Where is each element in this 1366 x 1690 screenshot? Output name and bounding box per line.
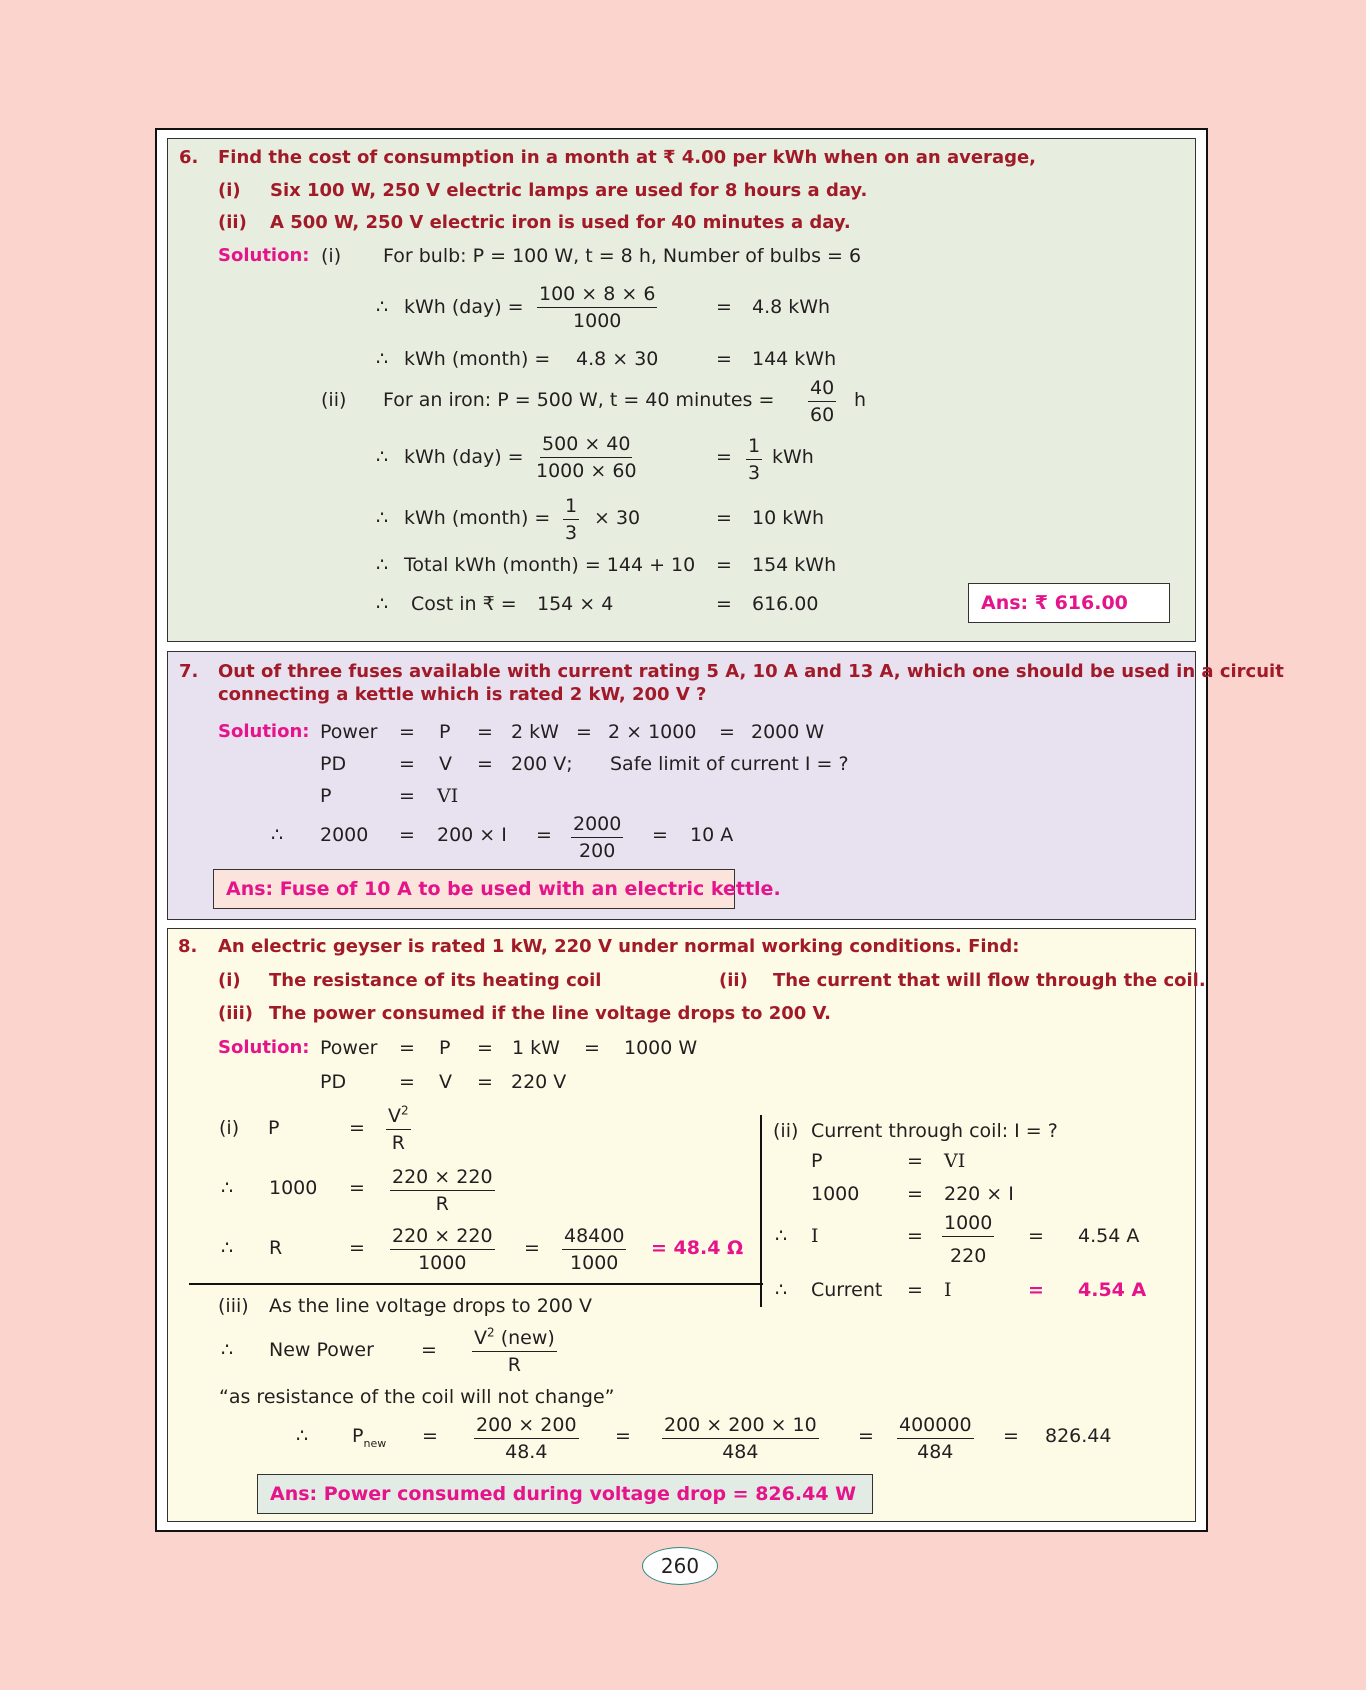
q8-current-answer: 4.54 A bbox=[1078, 1279, 1147, 1301]
subscript-new: new bbox=[363, 1436, 387, 1450]
q7-answer-box: Ans: Fuse of 10 A to be used with an electric kettle. bbox=[213, 869, 735, 909]
equals-sign: = bbox=[399, 824, 415, 846]
equals-sign: = bbox=[716, 446, 732, 468]
fraction-denominator: 200 bbox=[579, 840, 616, 862]
equals-sign: = bbox=[349, 1177, 365, 1199]
new-label: (new) bbox=[500, 1327, 555, 1349]
exponent: 2 bbox=[401, 1103, 409, 1118]
q8-current-label: Current bbox=[811, 1279, 883, 1301]
q7-text-line2: connecting a kettle which is rated 2 kW, 200 V ? bbox=[218, 684, 707, 705]
q8-i-text: The resistance of its heating coil bbox=[269, 970, 602, 991]
q6-cost-label: Cost in ₹ = bbox=[411, 593, 517, 615]
q8-220xi: 220 × I bbox=[944, 1183, 1014, 1205]
q6-text: Find the cost of consumption in a month at ₹ 4.00 per kWh when on an average, bbox=[218, 147, 1037, 168]
divider-horizontal bbox=[189, 1283, 763, 1285]
q8-220v: 220 V bbox=[511, 1071, 567, 1093]
equals-sign: = bbox=[584, 1037, 600, 1059]
q6-bulb-line: For bulb: P = 100 W, t = 8 h, Number of bulbs = 6 bbox=[383, 245, 862, 267]
fraction-numerator: 1 bbox=[563, 495, 579, 520]
q8-r: R bbox=[269, 1237, 283, 1259]
q8-part-i-p: P bbox=[268, 1117, 280, 1139]
fraction-numerator: 40 bbox=[808, 377, 836, 402]
q8-part-ii-p: P bbox=[811, 1150, 823, 1172]
q8-pd-label: PD bbox=[320, 1071, 347, 1093]
equals-sign: = bbox=[576, 721, 592, 743]
q6-ii-text: A 500 W, 250 V electric iron is used for 40 minutes a day. bbox=[270, 212, 851, 233]
fraction-denominator: 1000 bbox=[570, 1252, 619, 1274]
q8-power-label: Power bbox=[320, 1037, 378, 1059]
fraction-denominator: 1000 bbox=[573, 310, 622, 332]
fraction-numerator: 100 × 8 × 6 bbox=[537, 283, 657, 308]
fraction-denominator: R bbox=[391, 1132, 405, 1154]
q6-time-fraction bbox=[808, 377, 836, 426]
therefore-symbol: ∴ bbox=[221, 1177, 234, 1199]
q6-iron-month-fraction bbox=[563, 495, 579, 544]
q6-kwh-month-label: kWh (month) = bbox=[404, 348, 551, 370]
q6-iron-month-label: kWh (month) = bbox=[404, 507, 551, 529]
v-symbol: V bbox=[474, 1327, 487, 1349]
q6-iron-month-mul: × 30 bbox=[594, 507, 641, 529]
q6-iron-line: For an iron: P = 500 W, t = 40 minutes = bbox=[383, 389, 775, 411]
therefore-symbol: ∴ bbox=[376, 348, 389, 370]
equals-sign: = bbox=[399, 1037, 415, 1059]
equals-sign: = bbox=[907, 1183, 923, 1205]
equals-sign: = bbox=[421, 1339, 437, 1361]
q6-kwh-day-result: 4.8 kWh bbox=[752, 296, 831, 318]
q8-part-ii-label: (ii) bbox=[773, 1120, 799, 1142]
q7-text-line1: Out of three fuses available with current rating 5 A, 10 A and 13 A, which one should be used in a circuit bbox=[218, 661, 1284, 682]
equals-sign: = bbox=[907, 1150, 923, 1172]
exponent: 2 bbox=[487, 1325, 495, 1340]
therefore-symbol: ∴ bbox=[775, 1225, 788, 1247]
equals-sign: = bbox=[477, 1037, 493, 1059]
equals-sign: = bbox=[399, 753, 415, 775]
equals-sign: = bbox=[1003, 1425, 1019, 1447]
therefore-symbol: ∴ bbox=[376, 554, 389, 576]
fraction-numerator bbox=[472, 1327, 557, 1352]
q8-solution-label: Solution: bbox=[218, 1037, 310, 1058]
q8-number: 8. bbox=[178, 936, 198, 957]
equals-sign: = bbox=[349, 1117, 365, 1139]
therefore-symbol: ∴ bbox=[376, 446, 389, 468]
q8-frac-1 bbox=[474, 1414, 579, 1463]
q8-ii-text: The current that will flow through the coil. bbox=[773, 970, 1206, 991]
q6-total-line: Total kWh (month) = 144 + 10 bbox=[404, 554, 696, 576]
q8-48400-over-1000 bbox=[562, 1225, 626, 1274]
equals-sign: = bbox=[716, 296, 732, 318]
fraction-denominator: 1000 × 60 bbox=[536, 460, 637, 482]
q6-solution-label: Solution: bbox=[218, 245, 310, 266]
q8-i-label: (i) bbox=[218, 970, 241, 991]
fraction-numerator: 2000 bbox=[571, 813, 623, 838]
equals-sign: = bbox=[716, 593, 732, 615]
q6-iron-month-result: 10 kWh bbox=[752, 507, 825, 529]
q6-iron-day-label: kWh (day) = bbox=[404, 446, 524, 468]
fraction-numerator: 500 × 40 bbox=[540, 433, 632, 458]
q8-current-question: Current through coil: I = ? bbox=[811, 1120, 1058, 1142]
fraction-denominator: 48.4 bbox=[505, 1441, 548, 1463]
q8-frac-3 bbox=[897, 1414, 974, 1463]
fraction-denominator: 3 bbox=[748, 462, 761, 484]
equals-sign: = bbox=[615, 1425, 631, 1447]
q8-quote: “as resistance of the coil will not change” bbox=[219, 1386, 615, 1408]
therefore-symbol: ∴ bbox=[376, 507, 389, 529]
fraction-denominator: R bbox=[435, 1193, 449, 1215]
q6-sol-i: (i) bbox=[321, 245, 342, 267]
equals-sign: = bbox=[1028, 1225, 1044, 1247]
therefore-symbol: ∴ bbox=[376, 593, 389, 615]
equals-sign: = bbox=[524, 1237, 540, 1259]
fraction-denominator: R bbox=[507, 1354, 521, 1376]
equals-sign: = bbox=[652, 824, 668, 846]
equals-sign: = bbox=[907, 1279, 923, 1301]
divider-vertical bbox=[760, 1115, 762, 1307]
fraction-numerator: 220 × 220 bbox=[390, 1166, 495, 1191]
equals-sign: = bbox=[716, 554, 732, 576]
equals-sign: = bbox=[716, 348, 732, 370]
q8-p: P bbox=[439, 1037, 451, 1059]
q8-v: V bbox=[439, 1071, 452, 1093]
therefore-symbol: ∴ bbox=[221, 1339, 234, 1361]
q8-answer-box: Ans: Power consumed during voltage drop = 826.44 W bbox=[257, 1474, 873, 1514]
therefore-symbol: ∴ bbox=[296, 1425, 309, 1447]
q8-text: An electric geyser is rated 1 kW, 220 V under normal working conditions. Find: bbox=[218, 936, 1020, 957]
q6-number: 6. bbox=[179, 147, 199, 168]
fraction-denominator: 60 bbox=[810, 404, 835, 426]
equals-sign: = bbox=[422, 1425, 438, 1447]
q8-resistance-answer: = 48.4 Ω bbox=[651, 1237, 744, 1259]
equals-sign: = bbox=[349, 1237, 365, 1259]
q8-vi: VI bbox=[944, 1150, 966, 1172]
q8-i-var: I bbox=[944, 1279, 952, 1301]
q7-2kw: 2 kW bbox=[511, 721, 559, 743]
equals-sign: = bbox=[477, 753, 493, 775]
fraction-denominator: 484 bbox=[722, 1441, 759, 1463]
q6-sol-ii: (ii) bbox=[321, 389, 347, 411]
equals-sign: = bbox=[716, 507, 732, 529]
q6-kwh-day-fraction bbox=[537, 283, 657, 332]
q8-220sq-over-1000 bbox=[390, 1225, 495, 1274]
q7-vi: VI bbox=[437, 785, 459, 807]
q8-1kw: 1 kW bbox=[512, 1037, 560, 1059]
q6-i-text: Six 100 W, 250 V electric lamps are used for 8 hours a day. bbox=[270, 180, 868, 201]
fraction-denominator: 484 bbox=[917, 1441, 954, 1463]
fraction-numerator: 400000 bbox=[897, 1414, 974, 1439]
q8-iii-label: (iii) bbox=[218, 1003, 253, 1024]
fraction-denominator: 1000 bbox=[418, 1252, 467, 1274]
q7-pd-label: PD bbox=[320, 753, 347, 775]
equals-sign: = bbox=[858, 1425, 874, 1447]
page-number: 260 bbox=[642, 1547, 718, 1585]
q6-cost-result: 616.00 bbox=[752, 593, 819, 615]
therefore-symbol: ∴ bbox=[775, 1279, 788, 1301]
therefore-symbol: ∴ bbox=[221, 1237, 234, 1259]
therefore-symbol: ∴ bbox=[271, 824, 284, 846]
q6-iron-day-result-fraction bbox=[746, 435, 762, 484]
q8-iii-text: The power consumed if the line voltage drops to 200 V. bbox=[269, 1003, 831, 1024]
q7-number: 7. bbox=[179, 661, 199, 682]
equals-sign: = bbox=[907, 1225, 923, 1247]
fraction-numerator bbox=[386, 1105, 411, 1130]
equals-sign: = bbox=[536, 824, 552, 846]
equals-sign: = bbox=[399, 721, 415, 743]
q6-kwh-month-result: 144 kWh bbox=[752, 348, 837, 370]
p-symbol: P bbox=[352, 1425, 364, 1447]
q7-p: P bbox=[439, 721, 451, 743]
q7-current-fraction bbox=[571, 813, 623, 862]
q8-drop-text: As the line voltage drops to 200 V bbox=[269, 1295, 593, 1317]
therefore-symbol: ∴ bbox=[376, 296, 389, 318]
q6-total-result: 154 kWh bbox=[752, 554, 837, 576]
q8-frac-2 bbox=[662, 1414, 819, 1463]
fraction-numerator: 1 bbox=[746, 435, 762, 460]
fraction-numerator: 200 × 200 × 10 bbox=[662, 1414, 819, 1439]
equals-sign: = bbox=[399, 1071, 415, 1093]
q7-p2: P bbox=[320, 785, 332, 807]
q6-cost-expr: 154 × 4 bbox=[537, 593, 614, 615]
equals-sign: = bbox=[399, 785, 415, 807]
q7-200v: 200 V; bbox=[511, 753, 573, 775]
q8-1000w: 1000 W bbox=[624, 1037, 698, 1059]
fraction-numerator: 200 × 200 bbox=[474, 1414, 579, 1439]
equals-sign: = bbox=[477, 721, 493, 743]
fraction-numerator: 220 × 220 bbox=[390, 1225, 495, 1250]
q8-new-power-label: New Power bbox=[269, 1339, 374, 1361]
q8-part-i-label: (i) bbox=[219, 1117, 240, 1139]
v-symbol: V bbox=[388, 1105, 401, 1127]
q8-v2new-over-r bbox=[472, 1327, 557, 1376]
q8-220sq-over-r bbox=[390, 1166, 495, 1215]
q6-i-label: (i) bbox=[218, 180, 241, 201]
q8-i-var: I bbox=[811, 1225, 819, 1247]
equals-sign: = bbox=[719, 721, 735, 743]
q6-ii-label: (ii) bbox=[218, 212, 247, 233]
fraction-numerator: 48400 bbox=[562, 1225, 626, 1250]
q8-part-iii-label: (iii) bbox=[218, 1295, 249, 1317]
q8-v2-over-r bbox=[386, 1105, 411, 1154]
q8-current-result: 4.54 A bbox=[1078, 1225, 1140, 1247]
q7-200xi: 200 × I bbox=[437, 824, 507, 846]
q7-2000: 2000 bbox=[320, 824, 369, 846]
q6-iron-day-fraction bbox=[536, 433, 637, 482]
q8-part-ii-1000: 1000 bbox=[811, 1183, 860, 1205]
q7-power-label: Power bbox=[320, 721, 378, 743]
q7-2x1000: 2 × 1000 bbox=[608, 721, 697, 743]
q8-final-value: 826.44 bbox=[1045, 1425, 1112, 1447]
q7-2000w: 2000 W bbox=[751, 721, 825, 743]
q6-kwh-month-expr: 4.8 × 30 bbox=[576, 348, 659, 370]
fraction-denominator: 3 bbox=[565, 522, 578, 544]
fraction-numerator: 1000 bbox=[942, 1212, 994, 1237]
q6-iron-day-unit: kWh bbox=[772, 446, 814, 468]
equals-sign: = bbox=[477, 1071, 493, 1093]
fraction-denominator: 220 bbox=[950, 1245, 987, 1267]
q8-p-new bbox=[352, 1425, 387, 1450]
q8-ii-label: (ii) bbox=[719, 970, 748, 991]
q6-kwh-day-label: kWh (day) = bbox=[404, 296, 524, 318]
q7-v: V bbox=[439, 753, 452, 775]
q7-solution-label: Solution: bbox=[218, 721, 310, 742]
q6-time-unit: h bbox=[854, 389, 867, 411]
q6-answer-box: Ans: ₹ 616.00 bbox=[968, 583, 1170, 623]
q7-safe-limit: Safe limit of current I = ? bbox=[610, 753, 849, 775]
q8-1000: 1000 bbox=[269, 1177, 318, 1199]
q8-1000-over-220 bbox=[942, 1212, 994, 1267]
equals-sign: = bbox=[1028, 1279, 1044, 1301]
q7-10a: 10 A bbox=[690, 824, 734, 846]
